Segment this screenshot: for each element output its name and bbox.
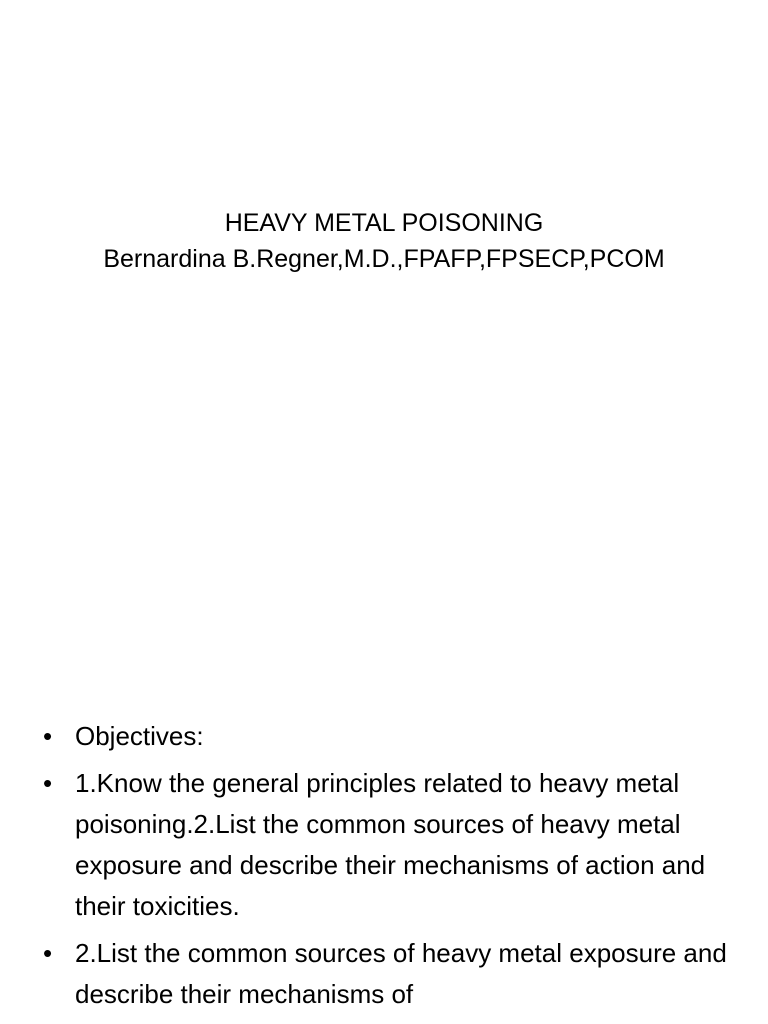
slide-title: HEAVY METAL POISONING <box>224 209 544 237</box>
bullet-icon: • <box>43 721 53 751</box>
content-slide <box>0 576 768 1024</box>
list-item <box>0 716 768 757</box>
title-block <box>0 205 768 277</box>
bullet-text: Objectives: <box>75 721 204 751</box>
bullet-icon: • <box>43 938 53 968</box>
bullet-text: 1.Know the general principles related to heavy metal poisoning.2.List the common sources of heavy metal exposure and describe their mechanisms of action and their toxicities. <box>75 768 706 921</box>
bullet-text: 2.List the common sources of heavy metal exposure and describe their mechanisms of <box>75 938 727 1009</box>
slide-author: Bernardina B.Regner,M.D.,FPAFP,FPSECP,PCOM <box>103 245 665 273</box>
bullet-icon: • <box>43 768 53 798</box>
objectives-list <box>0 716 768 1021</box>
list-item <box>0 933 768 1015</box>
list-item <box>0 763 768 927</box>
